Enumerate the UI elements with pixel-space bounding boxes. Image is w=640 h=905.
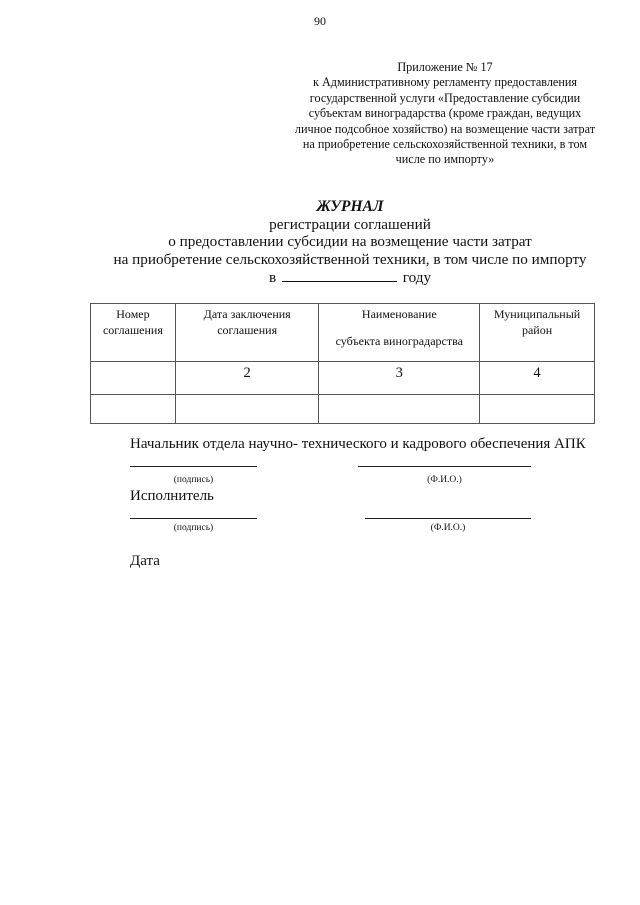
header-text: Номер <box>116 307 150 321</box>
header-cell-agreement-date <box>175 304 319 362</box>
executor-label: Исполнитель <box>130 488 214 504</box>
fio-line-1 <box>358 466 531 467</box>
table-cell <box>91 395 176 424</box>
appendix-note <box>286 60 604 168</box>
header-cell-agreement-number <box>91 304 176 362</box>
header-text: Дата заключения <box>203 307 291 321</box>
table-cell: 4 <box>480 362 595 395</box>
title-year-line <box>0 268 640 287</box>
table-number-row <box>91 362 595 395</box>
header-text: субъекта виноградарства <box>335 334 463 348</box>
header-text: район <box>521 323 553 337</box>
document-title <box>0 198 640 287</box>
appendix-line: государственной услуги «Предоставление субсидии <box>309 90 581 105</box>
appendix-line: к Административному регламенту предоставления <box>313 75 577 90</box>
date-label: Дата <box>130 553 160 569</box>
title-line-2: о предоставлении субсидии на возмещение части затрат <box>168 233 532 251</box>
table-header-row <box>91 304 595 362</box>
head-of-department-title: Начальник отдела научно- технического и кадрового обеспечения АПК <box>130 436 586 452</box>
appendix-line: личное подсобное хозяйство) на возмещение части затрат <box>294 121 596 136</box>
table-cell <box>91 362 176 395</box>
signature-line-1 <box>130 466 257 467</box>
appendix-line: на приобретение сельскохозяйственной техники, в том <box>302 137 588 152</box>
table-cell <box>480 395 595 424</box>
header-cell-municipal-district <box>480 304 595 362</box>
appendix-line: числе по импорту» <box>395 152 495 167</box>
year-prefix: в <box>268 269 277 287</box>
header-text: Наименование <box>361 307 437 321</box>
fio-caption-2: (Ф.И.О.) <box>430 523 466 533</box>
year-blank <box>282 268 397 282</box>
title-line-3: на приобретение сельскохозяйственной техники, в том числе по импорту <box>113 250 587 268</box>
page-number: 90 <box>314 14 326 28</box>
table-cell <box>319 395 480 424</box>
title-line-1: регистрации соглашений <box>269 215 431 233</box>
appendix-line: субъектам виноградарства (кроме граждан, ведущих <box>308 106 582 121</box>
header-text: соглашения <box>217 323 278 337</box>
signature-line-2 <box>130 518 257 519</box>
table-cell <box>175 395 319 424</box>
fio-line-2 <box>365 518 531 519</box>
appendix-line: Приложение № 17 <box>397 60 493 74</box>
journal-title: ЖУРНАЛ <box>316 198 384 215</box>
fio-caption-1: (Ф.И.О.) <box>427 475 462 485</box>
year-suffix: году <box>402 269 432 287</box>
header-cell-entity-name <box>319 304 480 362</box>
header-text: соглашения <box>102 323 163 337</box>
table-row <box>91 395 595 424</box>
table-cell: 2 <box>175 362 319 395</box>
registration-table <box>90 303 595 424</box>
header-text: Муниципальный <box>493 307 581 321</box>
signature-caption-2: (подпись) <box>173 523 214 533</box>
table-cell: 3 <box>319 362 480 395</box>
signature-caption-1: (подпись) <box>173 475 214 485</box>
